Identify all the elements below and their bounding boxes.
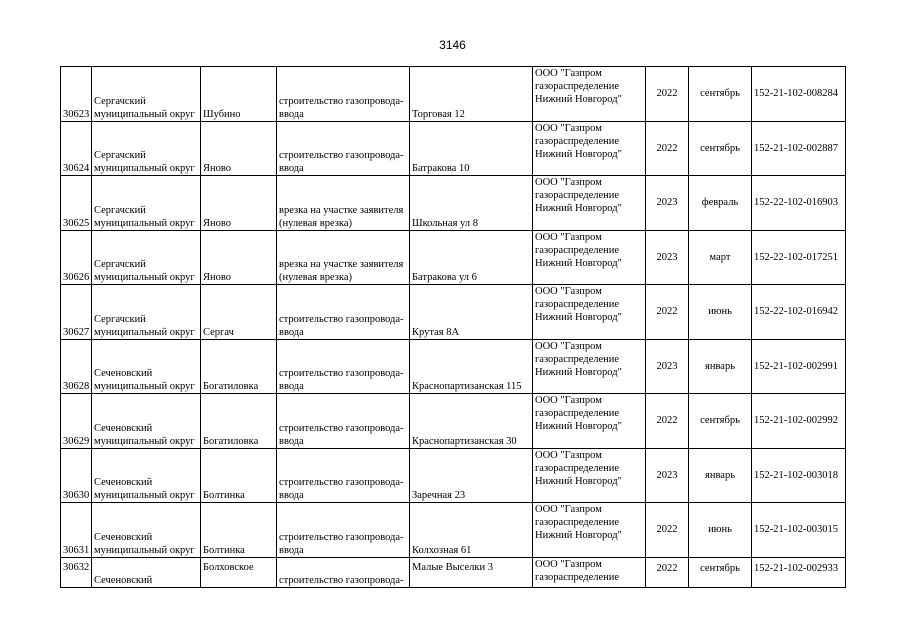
- work-type-cell: [277, 67, 410, 122]
- organization-cell: [533, 394, 646, 449]
- work-type-cell-line: строительство газопровода-: [279, 313, 404, 325]
- month-cell: январь: [689, 448, 752, 503]
- district-cell-line: муниципальный округ: [94, 490, 195, 501]
- table-body: [61, 67, 846, 588]
- organization-cell-line: газораспределение: [535, 353, 620, 365]
- work-type-cell: [277, 339, 410, 394]
- month-cell: сентябрь: [689, 67, 752, 122]
- year-cell: 2022: [646, 557, 689, 587]
- district-cell: [92, 285, 201, 340]
- address-cell: Малые Выселки 3: [410, 557, 533, 587]
- row-number: 30632: [61, 557, 92, 587]
- row-number: 30628: [61, 339, 92, 394]
- work-type-cell-line: (нулевая врезка): [279, 272, 352, 283]
- organization-cell-line: ООО "Газпром: [535, 286, 602, 297]
- table-row: [61, 176, 846, 231]
- year-cell: 2023: [646, 339, 689, 394]
- row-number: 30629: [61, 394, 92, 449]
- work-type-cell-line: ввода: [279, 326, 304, 338]
- organization-cell-line: ООО "Газпром: [535, 395, 602, 406]
- work-type-cell-line: ввода: [279, 490, 304, 501]
- table-row: [61, 557, 846, 587]
- organization-cell-line: газораспределение: [535, 190, 620, 201]
- organization-cell-line: Нижний Новгород": [535, 203, 622, 214]
- address-cell: Батракова ул 6: [410, 230, 533, 285]
- year-cell: 2022: [646, 67, 689, 122]
- organization-cell-line: Нижний Новгород": [535, 366, 622, 378]
- district-cell-line: муниципальный округ: [94, 381, 195, 392]
- organization-cell-line: Нижний Новгород": [535, 312, 622, 323]
- district-cell: [92, 121, 201, 176]
- month-cell: февраль: [689, 176, 752, 231]
- district-cell-line: Сеченовский: [94, 531, 153, 543]
- organization-cell-line: ООО "Газпром: [535, 177, 602, 188]
- address-cell: Крутая 8А: [410, 285, 533, 340]
- work-type-cell-line: врезка на участке заявителя: [279, 259, 404, 270]
- locality-cell: Яново: [201, 176, 277, 231]
- work-type-cell-line: строительство газопровода-: [279, 150, 404, 161]
- organization-cell-line: газораспределение: [535, 408, 620, 419]
- organization-cell-line: газораспределение: [535, 81, 620, 92]
- table-row: [61, 67, 846, 122]
- district-cell-line: Сергачский: [94, 150, 146, 161]
- row-number: 30624: [61, 121, 92, 176]
- locality-cell: Богатиловка: [201, 394, 277, 449]
- work-type-cell: [277, 557, 410, 587]
- application-code-cell: 152-22-102-016942: [752, 285, 846, 340]
- month-cell: сентябрь: [689, 394, 752, 449]
- work-type-cell-line: ввода: [279, 108, 304, 120]
- row-number: 30623: [61, 67, 92, 122]
- month-cell: июнь: [689, 503, 752, 558]
- district-cell-line: муниципальный округ: [94, 435, 195, 447]
- district-cell-line: Сеченовский: [94, 368, 153, 379]
- district-cell-line: Сергачский: [94, 204, 146, 216]
- district-cell: [92, 176, 201, 231]
- row-number: 30630: [61, 448, 92, 503]
- organization-cell-line: ООО "Газпром: [535, 122, 602, 134]
- work-type-cell: [277, 285, 410, 340]
- work-type-cell-line: строительство газопровода-: [279, 531, 404, 543]
- district-cell-line: муниципальный округ: [94, 326, 195, 338]
- district-cell-line: муниципальный округ: [94, 108, 195, 120]
- application-code-cell: 152-21-102-002991: [752, 339, 846, 394]
- application-code-cell: 152-21-102-003015: [752, 503, 846, 558]
- row-number: 30631: [61, 503, 92, 558]
- organization-cell-line: газораспределение: [535, 135, 620, 147]
- year-cell: 2023: [646, 176, 689, 231]
- work-type-cell: [277, 121, 410, 176]
- organization-cell-line: Нижний Новгород": [535, 257, 622, 269]
- address-cell: Заречная 23: [410, 448, 533, 503]
- district-cell-line: Сергачский: [94, 259, 146, 270]
- district-cell-line: муниципальный округ: [94, 163, 195, 174]
- district-cell: [92, 448, 201, 503]
- locality-cell: Яново: [201, 121, 277, 176]
- district-cell: [92, 230, 201, 285]
- work-type-cell: [277, 503, 410, 558]
- district-cell-line: Сергачский: [94, 95, 146, 107]
- organization-cell: [533, 176, 646, 231]
- organization-cell-line: ООО "Газпром: [535, 340, 602, 352]
- application-code-cell: 152-21-102-002887: [752, 121, 846, 176]
- organization-cell: [533, 121, 646, 176]
- work-type-cell-line: строительство газопровода-: [279, 477, 404, 488]
- year-cell: 2022: [646, 394, 689, 449]
- locality-cell: Богатиловка: [201, 339, 277, 394]
- address-cell: Краснопартизанская 115: [410, 339, 533, 394]
- district-cell-line: Сеченовский: [94, 422, 153, 434]
- month-cell: сентябрь: [689, 121, 752, 176]
- work-type-cell: [277, 230, 410, 285]
- work-type-cell: [277, 448, 410, 503]
- organization-cell-line: Нижний Новгород": [535, 421, 622, 432]
- organization-cell: [533, 230, 646, 285]
- district-cell-line: муниципальный округ: [94, 272, 195, 283]
- address-cell: Батракова 10: [410, 121, 533, 176]
- month-cell: июнь: [689, 285, 752, 340]
- organization-cell: [533, 285, 646, 340]
- organization-cell-line: газораспределение: [535, 244, 620, 256]
- district-cell-line: Сеченовский: [94, 477, 153, 488]
- year-cell: 2023: [646, 448, 689, 503]
- locality-cell: Яново: [201, 230, 277, 285]
- work-type-cell-line: ввода: [279, 163, 304, 174]
- organization-cell-line: газораспределение: [535, 571, 620, 583]
- locality-cell: Шубино: [201, 67, 277, 122]
- work-type-cell-line: ввода: [279, 544, 304, 556]
- district-cell-line: Сеченовский: [94, 574, 153, 586]
- organization-cell-line: Нижний Новгород": [535, 530, 622, 541]
- month-cell: январь: [689, 339, 752, 394]
- district-cell-line: муниципальный округ: [94, 217, 195, 229]
- gas-connection-registry-table: [60, 66, 846, 588]
- organization-cell: [533, 448, 646, 503]
- organization-cell-line: ООО "Газпром: [535, 231, 602, 243]
- application-code-cell: 152-21-102-008284: [752, 67, 846, 122]
- application-code-cell: 152-22-102-016903: [752, 176, 846, 231]
- work-type-cell-line: строительство газопровода-: [279, 574, 404, 586]
- work-type-cell-line: строительство газопровода-: [279, 95, 404, 107]
- organization-cell-line: ООО "Газпром: [535, 504, 602, 515]
- table-row: [61, 339, 846, 394]
- table-row: [61, 394, 846, 449]
- organization-cell: [533, 503, 646, 558]
- table-row: [61, 448, 846, 503]
- work-type-cell: [277, 176, 410, 231]
- address-cell: Колхозная 61: [410, 503, 533, 558]
- organization-cell-line: ООО "Газпром: [535, 68, 602, 79]
- organization-cell: [533, 67, 646, 122]
- application-code-cell: 152-21-102-002992: [752, 394, 846, 449]
- page-number: 3146: [439, 38, 466, 52]
- organization-cell: [533, 339, 646, 394]
- row-number: 30627: [61, 285, 92, 340]
- work-type-cell: [277, 394, 410, 449]
- organization-cell: [533, 557, 646, 587]
- organization-cell-line: ООО "Газпром: [535, 449, 602, 461]
- district-cell: [92, 67, 201, 122]
- district-cell: [92, 394, 201, 449]
- application-code-cell: 152-21-102-002933: [752, 557, 846, 587]
- district-cell: [92, 503, 201, 558]
- district-cell-line: муниципальный округ: [94, 544, 195, 556]
- application-code-cell: 152-21-102-003018: [752, 448, 846, 503]
- locality-cell: Болтинка: [201, 503, 277, 558]
- organization-cell-line: газораспределение: [535, 462, 620, 474]
- work-type-cell-line: ввода: [279, 381, 304, 392]
- work-type-cell-line: строительство газопровода-: [279, 368, 404, 379]
- month-cell: сентябрь: [689, 557, 752, 587]
- month-cell: март: [689, 230, 752, 285]
- locality-cell: Болховское: [201, 557, 277, 587]
- table-row: [61, 503, 846, 558]
- work-type-cell-line: ввода: [279, 435, 304, 447]
- table-row: [61, 121, 846, 176]
- year-cell: 2022: [646, 503, 689, 558]
- address-cell: Школьная ул 8: [410, 176, 533, 231]
- year-cell: 2023: [646, 230, 689, 285]
- table-row: [61, 230, 846, 285]
- year-cell: 2022: [646, 121, 689, 176]
- row-number: 30626: [61, 230, 92, 285]
- organization-cell-line: Нижний Новгород": [535, 475, 622, 487]
- row-number: 30625: [61, 176, 92, 231]
- organization-cell-line: Нижний Новгород": [535, 94, 622, 105]
- district-cell-line: Сергачский: [94, 313, 146, 325]
- address-cell: Краснопартизанская 30: [410, 394, 533, 449]
- work-type-cell-line: строительство газопровода-: [279, 422, 404, 434]
- work-type-cell-line: врезка на участке заявителя: [279, 204, 404, 216]
- organization-cell-line: газораспределение: [535, 517, 620, 528]
- application-code-cell: 152-22-102-017251: [752, 230, 846, 285]
- district-cell: [92, 339, 201, 394]
- locality-cell: Сергач: [201, 285, 277, 340]
- locality-cell: Болтинка: [201, 448, 277, 503]
- organization-cell-line: газораспределение: [535, 299, 620, 310]
- organization-cell-line: ООО "Газпром: [535, 558, 602, 570]
- table-row: [61, 285, 846, 340]
- address-cell: Торговая 12: [410, 67, 533, 122]
- year-cell: 2022: [646, 285, 689, 340]
- work-type-cell-line: (нулевая врезка): [279, 217, 352, 229]
- district-cell: [92, 557, 201, 587]
- organization-cell-line: Нижний Новгород": [535, 148, 622, 160]
